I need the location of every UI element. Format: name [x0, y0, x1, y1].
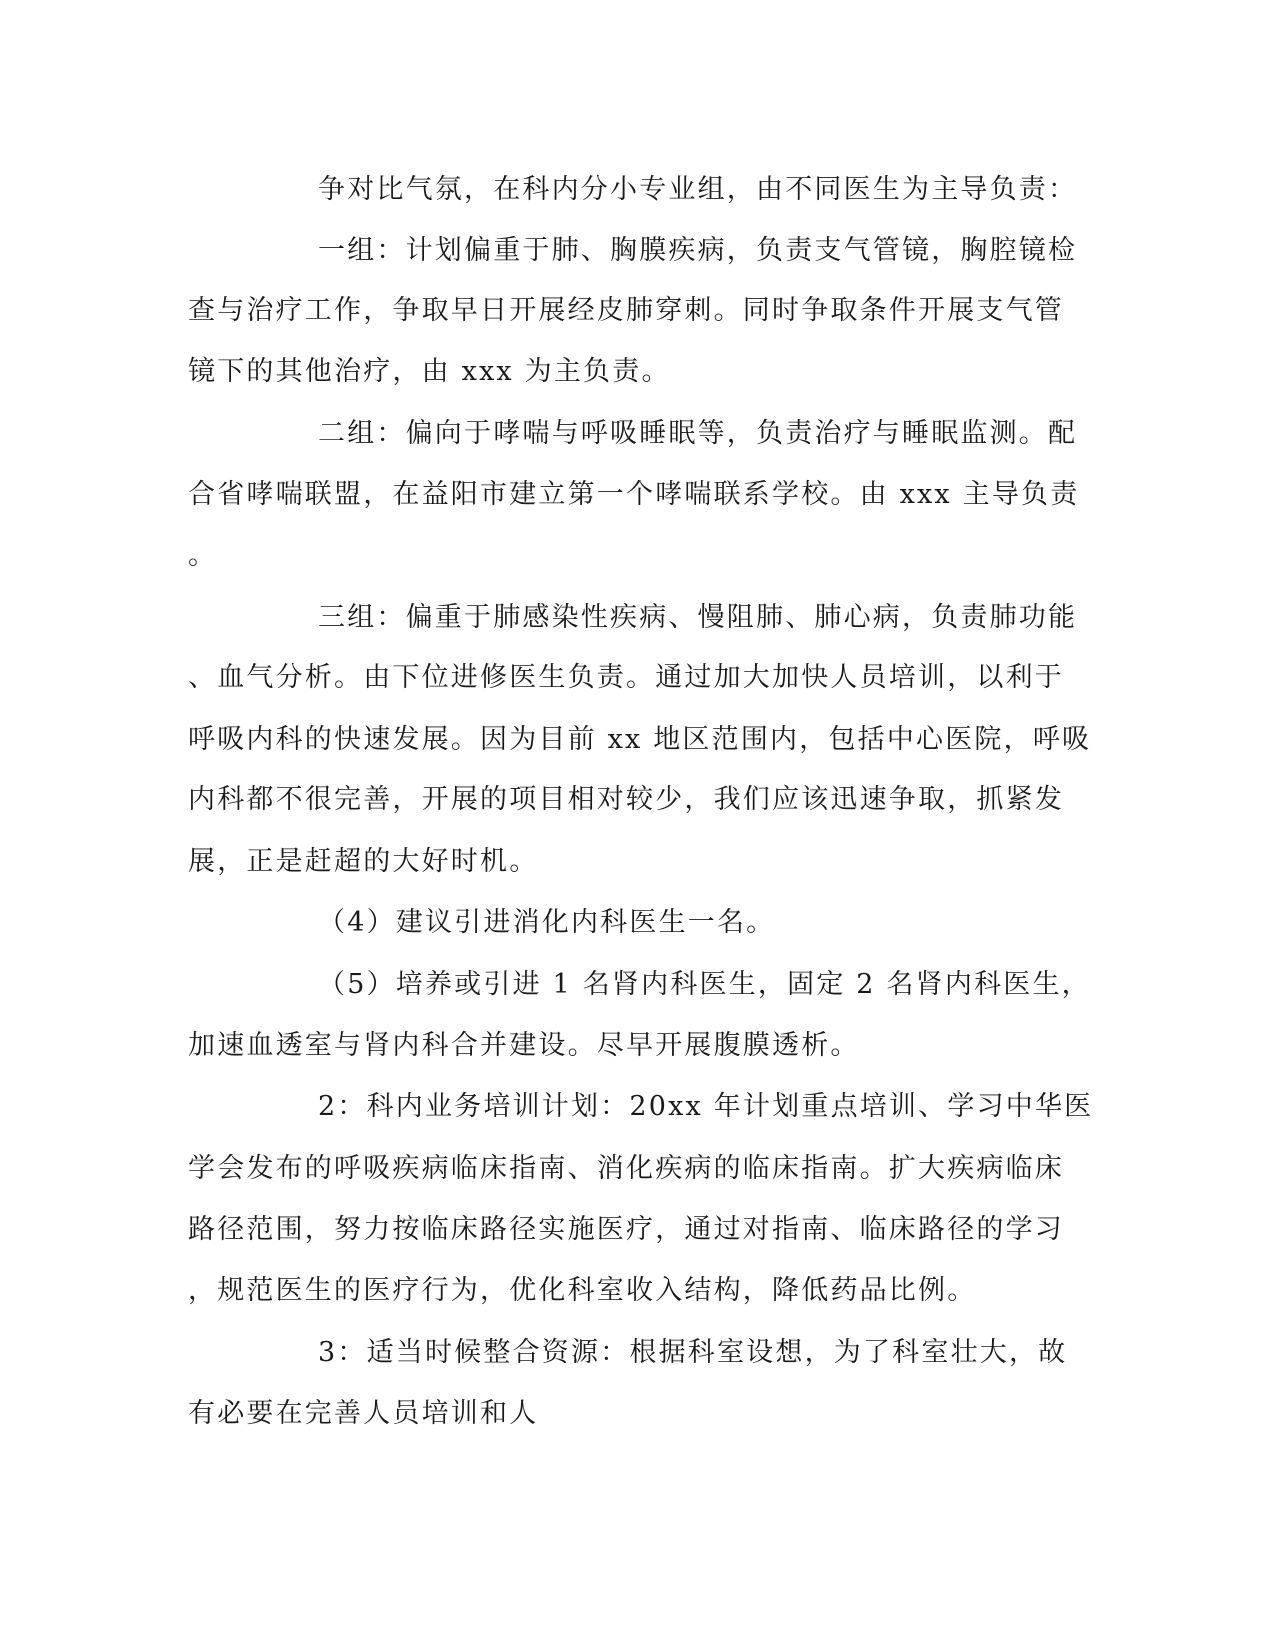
paragraph-line: 三组：偏重于肺感染性疾病、慢阻肺、肺心病，负责肺功能 — [318, 602, 1078, 633]
paragraph-line: 加速血透室与肾内科合并建设。尽早开展腹膜透析。 — [188, 1030, 860, 1061]
paragraph-line: （4）建议引进消化内科医生一名。 — [318, 907, 776, 938]
paragraph-line: 2：科内业务培训计划：20xx 年计划重点培训、学习中华医 — [318, 1091, 1094, 1122]
paragraph-line: 内科都不很完善，开展的项目相对较少，我们应该迅速争取，抓紧发 — [188, 784, 1064, 815]
paragraph-line: 查与治疗工作，争取早日开展经皮肺穿刺。同时争取条件开展支气管 — [188, 295, 1064, 326]
paragraph-line: 展，正是赶超的大好时机。 — [188, 846, 539, 877]
paragraph-line: 路径范围，努力按临床路径实施医疗，通过对指南、临床路径的学习 — [188, 1214, 1064, 1245]
paragraph-line: 镜下的其他治疗，由 xxx 为主负责。 — [188, 356, 671, 387]
paragraph-line: 3：适当时候整合资源：根据科室设想，为了科室壮大，故 — [318, 1337, 1068, 1368]
paragraph-line: ，规范医生的医疗行为，优化科室收入结构，降低药品比例。 — [188, 1275, 977, 1306]
paragraph-line: 一组：计划偏重于肺、胸膜疾病，负责支气管镜，胸腔镜检 — [318, 235, 1078, 266]
paragraph-line: 。 — [188, 540, 218, 571]
paragraph-line: 合省哮喘联盟，在益阳市建立第一个哮喘联系学校。由 xxx 主导负责 — [188, 479, 1080, 510]
paragraph-line: 争对比气氛，在科内分小专业组，由不同医生为主导负责： — [318, 174, 1078, 205]
paragraph-line: 学会发布的呼吸疾病临床指南、消化疾病的临床指南。扩大疾病临床 — [188, 1153, 1064, 1184]
paragraph-line: 呼吸内科的快速发展。因为目前 xx 地区范围内，包括中心医院，呼吸 — [188, 724, 1092, 755]
paragraph-line: （5）培养或引进 1 名肾内科医生，固定 2 名肾内科医生， — [318, 969, 1091, 1000]
paragraph-line: 二组：偏向于哮喘与呼吸睡眠等，负责治疗与睡眠监测。配 — [318, 418, 1078, 449]
paragraph-line: 、血气分析。由下位进修医生负责。通过加大加快人员培训，以利于 — [188, 662, 1064, 693]
paragraph-line: 有必要在完善人员培训和人 — [188, 1398, 539, 1429]
